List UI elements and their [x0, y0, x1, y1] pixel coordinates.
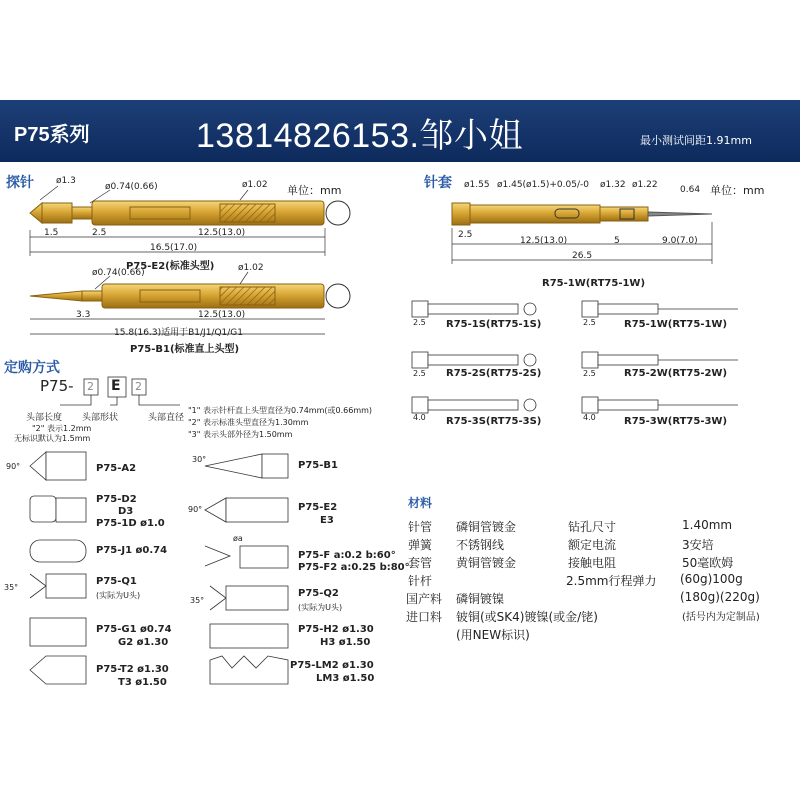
spec-value: 3安培 — [682, 538, 714, 552]
head-label: P75-1D ø1.0 — [96, 518, 165, 529]
material-value: 磷铜镀镍 — [456, 592, 505, 606]
materials-title: 材料 — [408, 496, 433, 510]
order-note-a1: "2" 表示1.2mm — [32, 424, 92, 433]
socket-dim-l1: 2.5 — [458, 230, 473, 240]
order-code-a: 2 — [87, 380, 94, 393]
socket-unit: 单位：mm — [710, 184, 765, 197]
probe-section-title: 探针 — [6, 175, 34, 191]
variant-label: R75-2W(RT75-2W) — [624, 368, 728, 379]
e2-dim-l3: 12.5(13.0) — [198, 228, 246, 238]
min-pitch-note: 最小测试间距1.91mm — [640, 134, 752, 147]
order-code-b: E — [111, 378, 121, 394]
material-value: 磷铜管镀金 — [456, 520, 517, 534]
head-label: P75-T2 ø1.30 — [96, 664, 169, 675]
socket-dim-l5: 26.5 — [572, 251, 593, 261]
order-code-c: 2 — [135, 380, 142, 393]
probe-unit: 单位：mm — [287, 184, 342, 197]
socket-dim-d3: ø1.32 — [600, 180, 626, 190]
head-label: LM3 ø1.50 — [316, 673, 375, 684]
socket-section-title: 针套 — [424, 175, 452, 191]
e2-dim-d1: ø1.3 — [56, 176, 76, 186]
right-head-shapes — [205, 454, 288, 684]
variant-dim: 4.0 — [583, 413, 596, 422]
variant-label: R75-3W(RT75-3W) — [624, 416, 728, 427]
series-title: P75系列 — [14, 124, 90, 146]
variant-dim: 2.5 — [583, 318, 596, 327]
head-label: P75-E2 — [298, 502, 338, 513]
socket-dim-d4: ø1.22 — [632, 180, 658, 190]
b1-dim-d1: ø0.74(0.66) — [92, 268, 145, 278]
spec-value: (180g)(220g) — [680, 590, 760, 604]
b1-dim-l1: 3.3 — [76, 310, 91, 320]
head-label: P75-A2 — [96, 463, 137, 474]
order-section-title: 定购方式 — [4, 360, 60, 376]
b1-caption: P75-B1(标准直上头型) — [130, 344, 240, 355]
spec-key: 接触电阻 — [568, 556, 617, 570]
e2-dim-l1: 1.5 — [44, 228, 59, 238]
variant-label: R75-3S(RT75-3S) — [446, 416, 542, 427]
socket-dim-l2: 12.5(13.0) — [520, 236, 568, 246]
material-value: 铍铜(或SK4)镀镍(或金/铑) — [456, 610, 598, 624]
head-label: P75-F2 a:0.25 b:80° — [298, 562, 410, 573]
head-label: D3 — [118, 506, 134, 517]
contact-phone: 13814826153.邹小姐 — [196, 117, 523, 155]
head-label: E3 — [320, 515, 334, 526]
variant-dim: 2.5 — [413, 318, 426, 327]
head-label: P75-G1 ø0.74 — [96, 624, 172, 635]
spec-value: 50毫欧姆 — [682, 556, 734, 570]
material-key: 国产料 — [406, 592, 443, 606]
material-key: 针管 — [408, 520, 433, 534]
material-value: (用NEW标识) — [456, 628, 530, 642]
socket-dim-l4: 9.0(7.0) — [662, 236, 698, 246]
head-angle: 35° — [4, 583, 19, 592]
head-label: P75-LM2 ø1.30 — [290, 660, 374, 671]
material-key: 进口料 — [406, 610, 443, 624]
material-value: 黄铜管镀金 — [456, 556, 517, 570]
order-col-diameter: 头部直径 — [148, 413, 185, 423]
spec-key: 2.5mm行程弹力 — [566, 574, 657, 588]
material-key: 套管 — [408, 556, 433, 570]
b1-dim-l2: 12.5(13.0) — [198, 310, 246, 320]
variant-label: R75-2S(RT75-2S) — [446, 368, 542, 379]
material-key: 弹簧 — [408, 538, 433, 552]
order-col-shape: 头部形状 — [82, 413, 119, 423]
e2-dim-l4: 16.5(17.0) — [150, 243, 198, 253]
order-note-c3: "3" 表示头部外径为1.50mm — [188, 430, 293, 439]
head-label: G2 ø1.30 — [118, 637, 169, 648]
e2-dim-l2: 2.5 — [92, 228, 107, 238]
socket-dim-d1: ø1.55 — [464, 180, 490, 190]
head-label: H3 ø1.50 — [320, 637, 371, 648]
head-label: P75-B1 — [298, 460, 338, 471]
socket-dim-l3: 5 — [614, 236, 620, 246]
head-angle: 35° — [190, 596, 205, 605]
variant-dim: 4.0 — [413, 413, 426, 422]
head-angle: øa — [233, 534, 243, 543]
spec-value: 1.40mm — [682, 518, 733, 532]
spec-key: 额定电流 — [568, 538, 617, 552]
head-label: P75-F a:0.2 b:60° — [298, 550, 396, 561]
socket-dim-d5: 0.64 — [680, 185, 701, 195]
b1-dim-l3: 15.8(16.3)适用于B1/J1/Q1/G1 — [114, 328, 243, 338]
head-label: P75-Q2 — [298, 588, 339, 599]
head-label: P75-J1 ø0.74 — [96, 545, 168, 556]
head-angle: 90° — [188, 505, 203, 514]
variant-label: R75-1W(RT75-1W) — [624, 319, 728, 330]
e2-dim-d2: ø0.74(0.66) — [105, 182, 158, 192]
head-label: P75-D2 — [96, 494, 137, 505]
head-label: P75-Q1 — [96, 576, 137, 587]
b1-dim-d2: ø1.02 — [238, 263, 264, 273]
variant-dim: 2.5 — [413, 369, 426, 378]
e2-caption: P75-E2(标准头型) — [126, 261, 215, 272]
head-label: P75-H2 ø1.30 — [298, 624, 374, 635]
material-value: 不锈钢线 — [456, 538, 505, 552]
spec-note: (括号内为定制品) — [682, 612, 760, 623]
spec-value: (60g)100g — [680, 572, 743, 586]
left-head-shapes — [30, 452, 86, 684]
head-angle: 30° — [192, 455, 207, 464]
material-key: 针杆 — [408, 574, 433, 588]
e2-dim-d3: ø1.02 — [242, 180, 268, 190]
order-code-prefix: P75- — [40, 377, 74, 395]
head-label: (实际为U头) — [298, 603, 343, 612]
order-note-a2: 无标识默认为1.5mm — [14, 434, 91, 443]
order-col-length: 头部长度 — [26, 413, 63, 423]
head-label: (实际为U头) — [96, 591, 141, 600]
order-note-c1: "1" 表示针杆直上头型直径为0.74mm(或0.66mm) — [188, 406, 373, 415]
variant-label: R75-1S(RT75-1S) — [446, 319, 542, 330]
spec-key: 钻孔尺寸 — [568, 520, 617, 534]
head-angle: 90° — [6, 462, 21, 471]
variant-dim: 2.5 — [583, 369, 596, 378]
socket-dim-d2: ø1.45(ø1.5)+0.05/-0 — [497, 180, 589, 190]
socket-variants-drawing — [412, 301, 738, 413]
head-label: T3 ø1.50 — [118, 677, 167, 688]
order-note-c2: "2" 表示标准头型直径为1.30mm — [188, 418, 309, 427]
socket-caption: R75-1W(RT75-1W) — [542, 278, 646, 289]
